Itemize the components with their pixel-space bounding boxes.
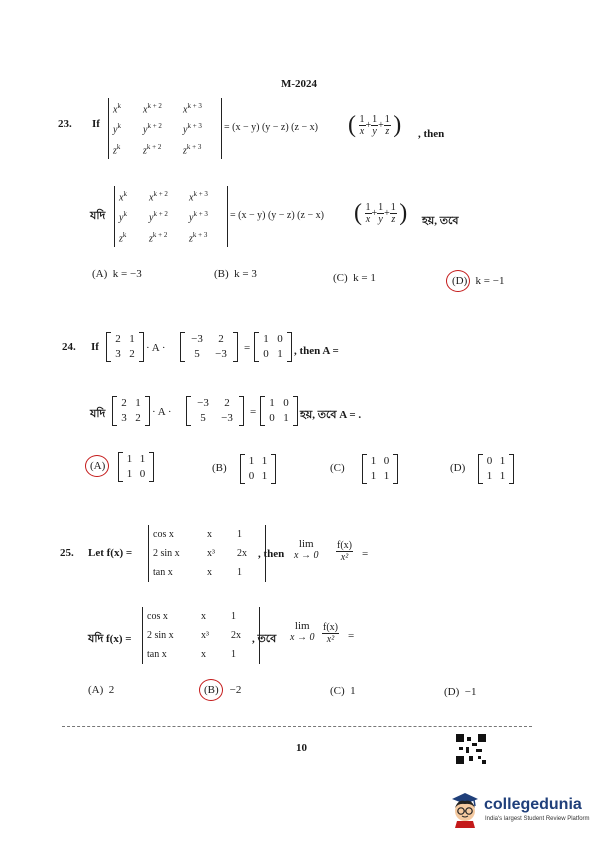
brand-tagline: India's largest Student Review Platform [485, 816, 590, 822]
option-a[interactable]: (A) k = −3 [92, 268, 142, 280]
determinant-entry: $x^k$ [119, 190, 127, 204]
option-c[interactable]: (C) k = 1 [333, 272, 376, 284]
determinant [142, 607, 260, 664]
matrix-1: 2 1 3 2 [112, 396, 150, 426]
question-number: 25. [60, 547, 74, 559]
matrix-identity: 1 0 0 1 [260, 396, 298, 426]
option-a-matrix[interactable]: 1 1 1 0 [118, 452, 154, 482]
dot-a: · A · [146, 342, 166, 354]
matrix-2: −3 2 5 −3 [186, 396, 244, 426]
determinant-entry: x³ [201, 630, 209, 641]
option-a-label[interactable]: (A) [90, 460, 106, 472]
question-suffix-en: , then [418, 128, 445, 140]
determinant [148, 525, 266, 582]
matrix-1: 2 1 3 2 [106, 332, 144, 362]
limit-expression: lim x → 0 [290, 620, 315, 643]
determinant [114, 186, 228, 247]
mascot-icon [448, 790, 482, 828]
collegedunia-logo [448, 790, 590, 832]
dot-a: · A · [152, 406, 172, 418]
option-b[interactable]: (B) −2 [204, 684, 242, 696]
option-d[interactable]: (D) k = −1 [452, 275, 505, 287]
determinant-entry: $z^{k + 3}$ [183, 142, 202, 156]
fraction-sum: ( $\frac{1}{x}$ + $\frac{1}{y}$ + $\frac{1}{z}$ ) [348, 112, 402, 138]
option-b-label[interactable]: (B) [212, 462, 227, 474]
question-suffix-en: , then A = [294, 345, 339, 357]
option-b[interactable]: (B) k = 3 [214, 268, 257, 280]
determinant-entry: $x^k$ [113, 102, 121, 116]
determinant-entry: $z^{k + 2}$ [149, 230, 168, 244]
determinant-entry: 1 [237, 529, 242, 540]
page-number: 10 [296, 742, 307, 754]
determinant-entry: $x^{k + 2}$ [143, 102, 162, 116]
fraction-sum: ( $\frac{1}{x}$ + $\frac{1}{y}$ + $\frac{1}{z}$ ) [354, 200, 408, 226]
determinant-entry: $x^{k + 3}$ [183, 102, 202, 116]
question-suffix-bn: , তবে [252, 633, 277, 645]
question-suffix-en: , then [258, 548, 285, 560]
brand-name: collegedunia [484, 796, 582, 813]
question-suffix-bn: হয়, তবে A = . [300, 409, 362, 421]
determinant-entry: 1 [231, 611, 236, 622]
limit-expression: lim x → 0 [294, 538, 319, 561]
question-prefix-bn: যদি f(x) = [88, 633, 132, 645]
determinant-entry: 1 [237, 567, 242, 578]
option-c-label[interactable]: (C) [330, 462, 345, 474]
matrix-identity: 1 0 0 1 [254, 332, 292, 362]
equals: = [244, 342, 251, 354]
determinant-entry: $x^{k + 2}$ [149, 190, 168, 204]
determinant [108, 98, 222, 159]
determinant-entry: 2x [237, 548, 247, 559]
question-prefix-bn: যদি [90, 210, 106, 222]
question-prefix-en: If [92, 118, 100, 130]
equals: = [348, 630, 355, 642]
answer-mark-circle [446, 270, 470, 292]
option-c-matrix[interactable]: 1 0 1 1 [362, 454, 398, 484]
determinant-entry: $y^{k + 2}$ [149, 210, 168, 224]
limit-fraction: $\frac{f(x)}{\text{x²}}$ [337, 540, 352, 563]
option-a[interactable]: (A) 2 [88, 684, 115, 696]
option-b-matrix[interactable]: 1 1 0 1 [240, 454, 276, 484]
determinant-entry: 2x [231, 630, 241, 641]
question-prefix-en: If [91, 341, 99, 353]
answer-mark-circle [199, 679, 223, 701]
question-number: 23. [58, 118, 72, 130]
determinant-entry: $z^{k + 2}$ [143, 142, 162, 156]
determinant-entry: x [207, 567, 212, 578]
determinant-entry: $y^k$ [113, 122, 121, 136]
determinant-entry: 2 sin x [147, 630, 174, 641]
equals: = [362, 548, 369, 560]
option-d-label[interactable]: (D) [450, 462, 466, 474]
option-d[interactable]: (D) −1 [444, 686, 477, 698]
rhs-product: = (x − y) (y − z) (z − x) [224, 122, 318, 133]
question-prefix-en: Let f(x) = [88, 547, 133, 559]
question-suffix-bn: হয়, তবে [422, 215, 459, 227]
determinant-entry: x [201, 649, 206, 660]
determinant-entry: cos x [153, 529, 174, 540]
determinant-entry: 1 [231, 649, 236, 660]
determinant-entry: $z^k$ [119, 230, 127, 244]
determinant-entry: $y^{k + 3}$ [189, 210, 208, 224]
determinant-entry: 2 sin x [153, 548, 180, 559]
determinant-entry: tan x [147, 649, 167, 660]
qr-code-icon [456, 734, 486, 764]
determinant-entry: cos x [147, 611, 168, 622]
paper-code: M-2024 [281, 78, 318, 90]
rhs-product: = (x − y) (y − z) (z − x) [230, 210, 324, 221]
matrix-2: −3 2 5 −3 [180, 332, 238, 362]
determinant-entry: $x^{k + 3}$ [189, 190, 208, 204]
determinant-entry: $z^k$ [113, 142, 121, 156]
question-number: 24. [62, 341, 76, 353]
question-prefix-bn: যদি [90, 408, 106, 420]
option-d-matrix[interactable]: 0 1 1 1 [478, 454, 514, 484]
answer-mark-circle [85, 455, 109, 477]
determinant-entry: x [207, 529, 212, 540]
footer-divider [62, 726, 532, 727]
determinant-entry: $z^{k + 3}$ [189, 230, 208, 244]
determinant-entry: $y^k$ [119, 210, 127, 224]
determinant-entry: $y^{k + 2}$ [143, 122, 162, 136]
limit-fraction: $\frac{f(x)}{\text{x²}}$ [323, 622, 338, 645]
determinant-entry: x³ [207, 548, 215, 559]
equals: = [250, 406, 257, 418]
option-c[interactable]: (C) 1 [330, 685, 356, 697]
determinant-entry: x [201, 611, 206, 622]
determinant-entry: tan x [153, 567, 173, 578]
determinant-entry: $y^{k + 3}$ [183, 122, 202, 136]
